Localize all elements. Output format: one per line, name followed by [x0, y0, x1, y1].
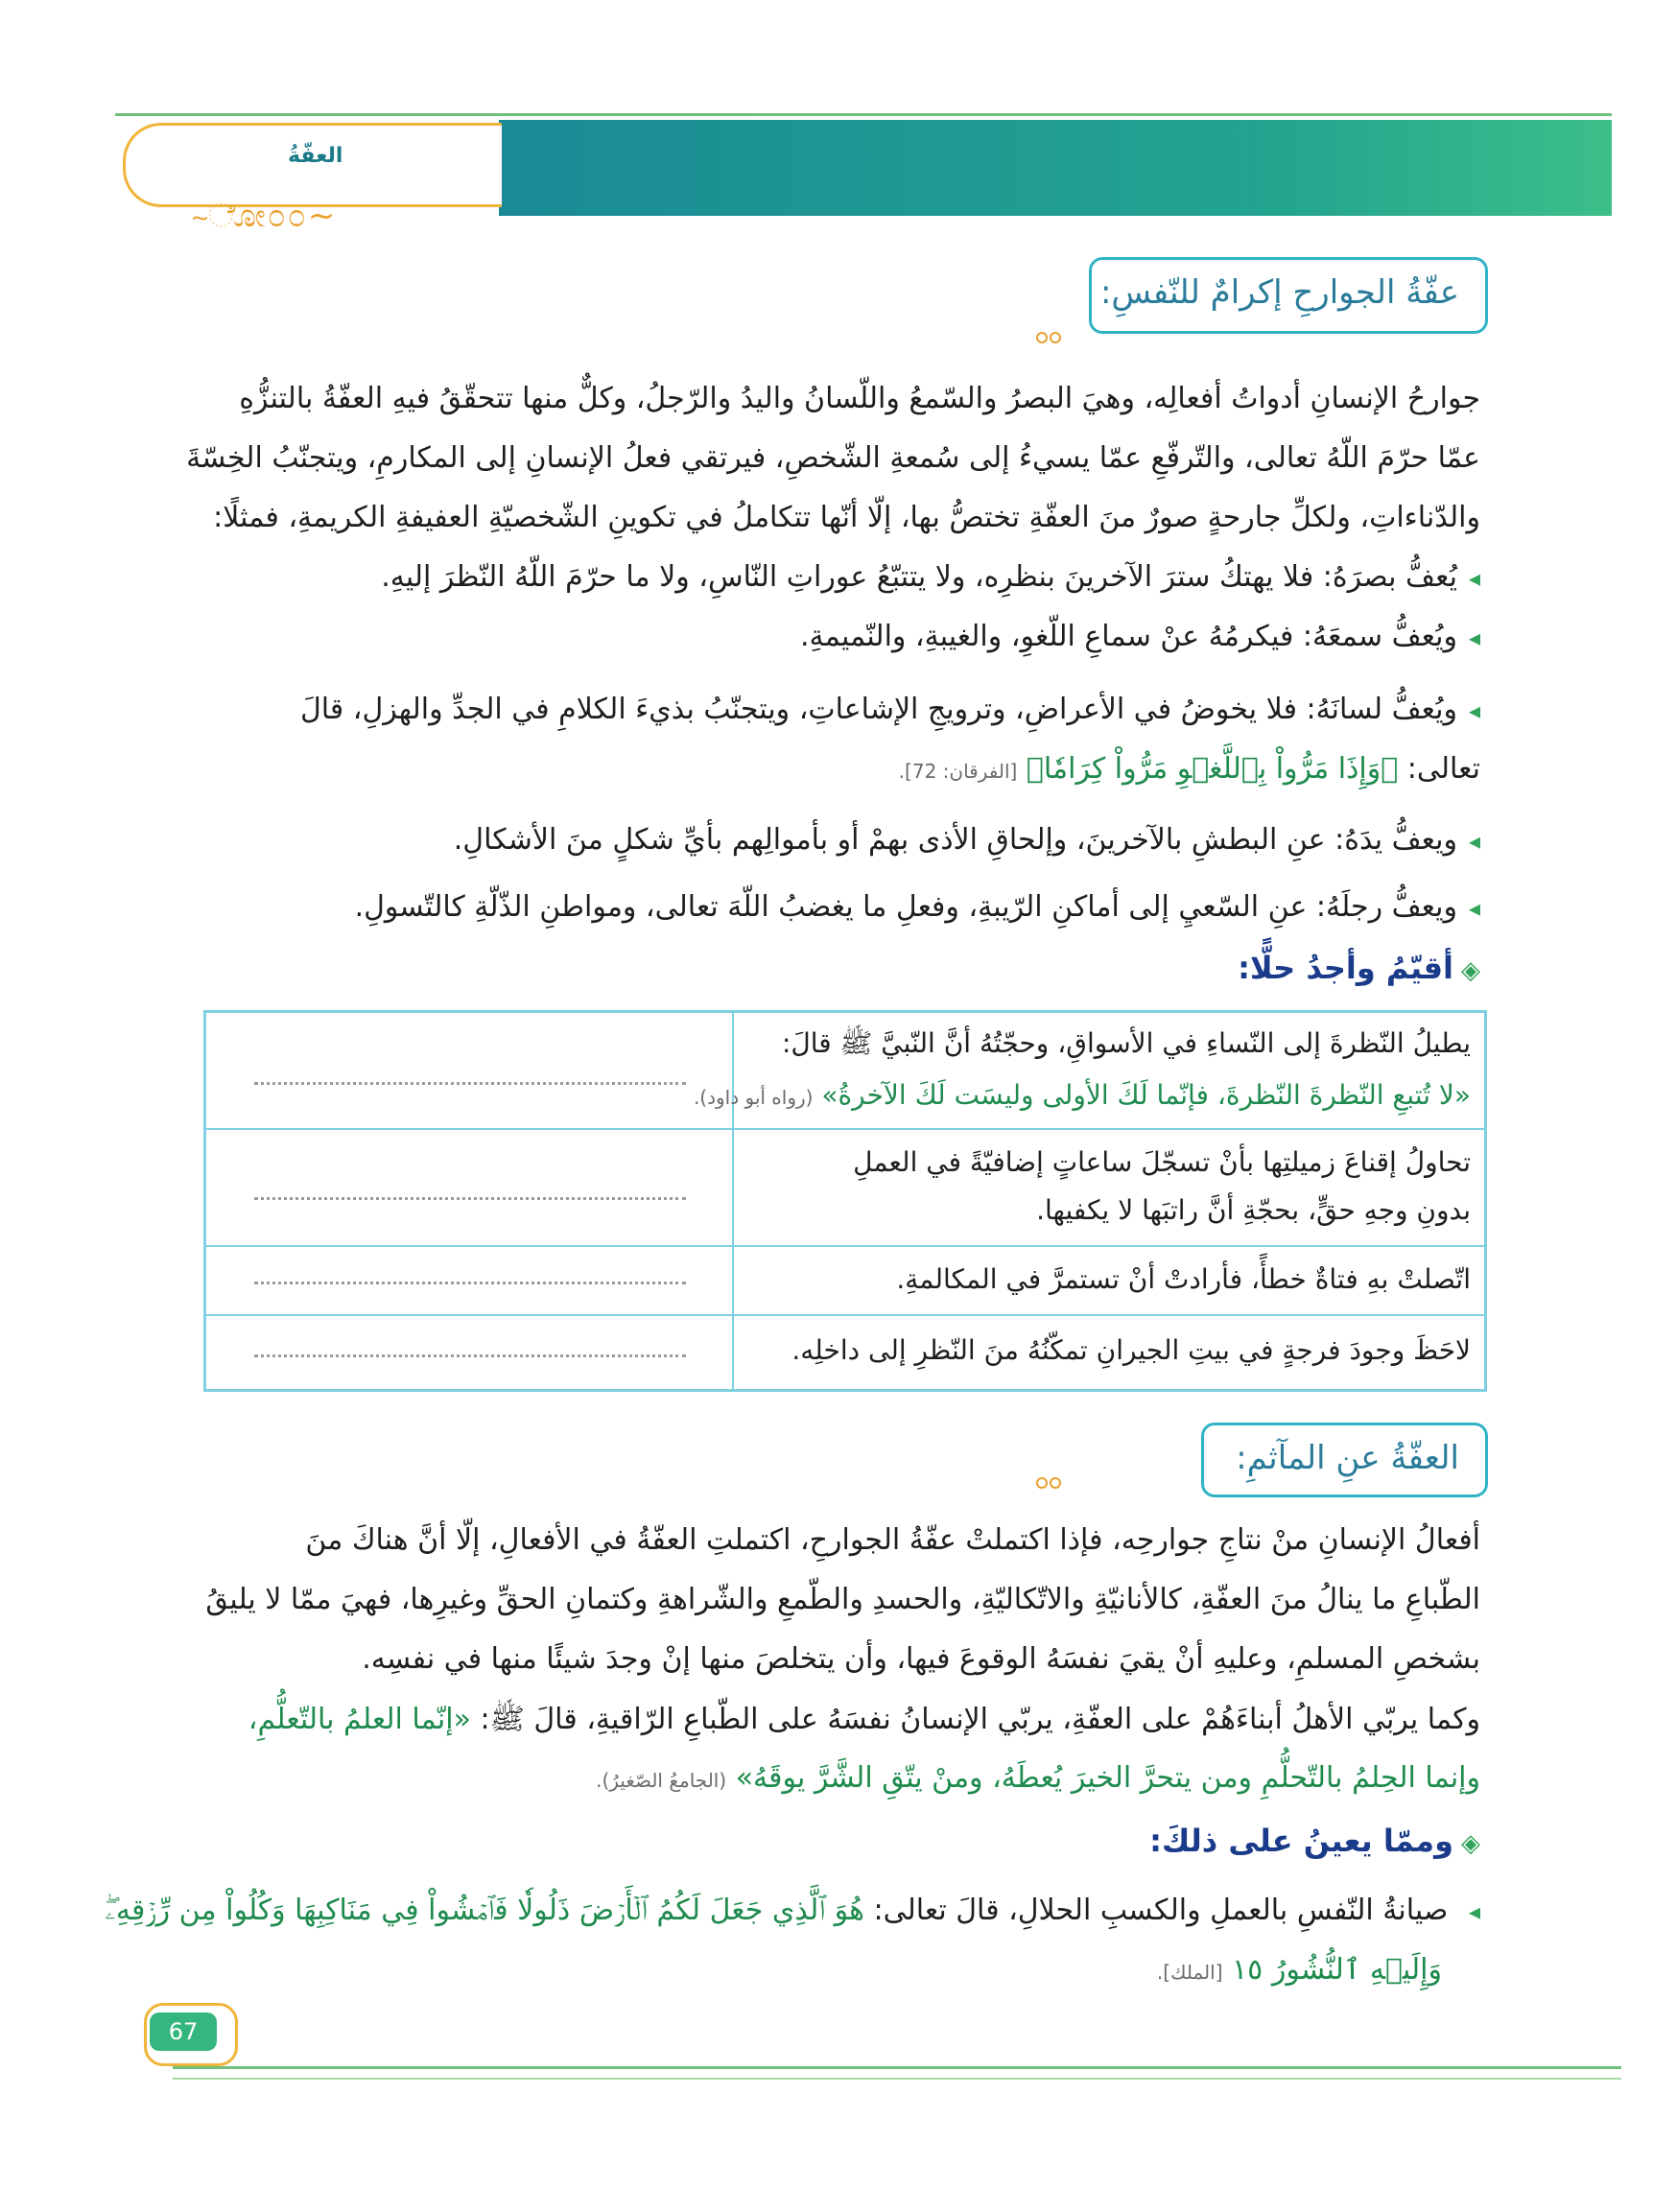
title-dot — [1036, 332, 1048, 343]
section1-intro-line: والدّناءاتِ، ولكلِّ جارحةٍ صورٌ منَ العفّةِ تختصُّ بها، إلّا أنّها تتكاملُ في تكوينِ الشّخصيّةِ العفيفةِ الكريمةِ، فمثلًا: — [213, 501, 1480, 534]
answer-line[interactable] — [254, 1354, 686, 1357]
bullet-text: يُعفُّ بصرَهُ: فلا يهتكُ سترَ الآخرينَ بنظرِه، ولا يتتبّعُ عوراتِ النّاسِ، ولا ما حرّمَ اللّهُ النّظرَ إليهِ. — [381, 560, 1457, 594]
table-cell-text: يطيلُ النّظرةَ إلى النّساءِ في الأسواقِ، وحجّتُهُ أنَّ النّبيَّ ﷺ قالَ: — [781, 1027, 1471, 1059]
bullet-arrow-icon: ◂ — [1468, 697, 1480, 724]
support-heading — [1149, 1823, 1480, 1859]
footer-rule — [173, 2066, 1621, 2069]
table-cell-text: اتّصلتْ بهِ فتاةٌ خطأً، فأرادتْ أنْ تستمرَّ في المكالمةِ. — [896, 1263, 1471, 1295]
section2-title: العفّةُ عنِ المآثمِ: — [1236, 1439, 1459, 1477]
bullet-text: ويعفُّ يدَهُ: عنِ البطشِ بالآخرينَ، وإلحاقِ الأذى بهمْ أو بأموالِهم بأيِّ شكلٍ منَ الأشكالِ. — [453, 823, 1457, 857]
answer-line[interactable] — [254, 1082, 686, 1085]
answer-line[interactable] — [254, 1197, 686, 1200]
hadith-text: «إنّما العلمُ بالتّعلُّمِ، — [248, 1703, 471, 1736]
section1-title: عفّةُ الجوارحِ إكرامٌ للنّفسِ: — [1099, 273, 1459, 312]
activity-table — [203, 1010, 1487, 1392]
footer-rule — [173, 2078, 1621, 2080]
table-row — [206, 1130, 1484, 1247]
page-number: 67 — [150, 2012, 217, 2051]
bullet-arrow-icon: ◂ — [1468, 895, 1480, 922]
diamond-icon: ◈ — [1461, 1829, 1480, 1858]
section1-intro-line: جوارحُ الإنسانِ أدواتُ أفعالِه، وهيَ البصرُ والسّمعُ واللّسانُ واليدُ والرّجلُ، وكلٌّ منها تتحقّقُ فيهِ العفّةُ بالتنزُّهِ — [239, 382, 1480, 415]
table-cell-text: بدونِ وجهِ حقٍّ، بحجّةِ أنَّ راتبَها لا يكفيها. — [1036, 1194, 1471, 1226]
header-ornament: ~ೋ೦೦~ — [192, 197, 338, 235]
bullet-item — [800, 620, 1480, 653]
bullet-text: ويعفُّ رجلَهُ: عنِ السّعيِ إلى أماكنِ الرّيبةِ، وفعلِ ما يغضبُ اللّهَ تعالى، ومواطنِ الذّلّةِ كالتّسولِ. — [354, 890, 1457, 924]
section2-line: بشخصِ المسلمِ، وعليهِ أنْ يقيَ نفسَهُ الوقوعَ فيها، وأن يتخلصَ منها إنْ وجدَ شيئًا منها في نفسِه. — [362, 1642, 1480, 1676]
bullet-arrow-icon: ◂ — [1468, 1898, 1480, 1925]
bullet-item — [381, 560, 1480, 594]
quran-verse: وَإِلَيۡهِ ٱلنُّشُورُ ١٥ — [1232, 1953, 1442, 1987]
section2-line — [596, 1761, 1480, 1795]
hadith-text: وإنما الحِلمُ بالتّحلُّمِ ومن يتحرَّ الخيرَ يُعطَهُ، ومنْ يتّقِ الشَّرَّ يوقَهُ» — [735, 1761, 1480, 1795]
verse-line — [899, 752, 1480, 786]
support-heading-text: وممّا يعينُ على ذلكَ: — [1149, 1823, 1453, 1859]
bullet-arrow-icon: ◂ — [1468, 828, 1480, 855]
bullet-arrow-icon: ◂ — [1468, 624, 1480, 651]
diamond-icon: ◈ — [1461, 956, 1480, 985]
quran-verse: ﴿وَإِذَا مَرُّواْ بِٱللَّغۡوِ مَرُّواْ كِرَامٗا﴾ — [1026, 752, 1399, 786]
table-cell-hadith — [694, 1072, 1471, 1120]
header-band — [499, 120, 1612, 216]
bullet-item — [454, 823, 1480, 857]
activity-heading-text: أقيّمُ وأجدُ حلًّا: — [1238, 950, 1453, 986]
section2-line — [248, 1702, 1480, 1743]
hadith-text: «لا تُتبعِ النّظرةَ النّظرةَ، فإنّما لَكَ الأولى وليسَت لَكَ الآخرةُ» — [821, 1079, 1471, 1111]
section2-line: أفعالُ الإنسانِ منْ نتاجِ جوارحِه، فإذا اكتملتْ عفّةُ الجوارحِ، اكتملتِ العفّةُ في الأفعالِ، إلّا أنَّ هناكَ منَ — [305, 1523, 1480, 1557]
table-cell-text: تحاولُ إقناعَ زميلتِها بأنْ تسجّلَ ساعاتٍ إضافيّةً في العملِ — [853, 1146, 1471, 1178]
section2-line: الطّباعِ ما ينالُ منَ العفّةِ، كالأنانيّةِ والاتّكاليّةِ، والحسدِ والطّمعِ والشّراهةِ وكتمانِ الحقِّ وغيرِها، فهيَ ممّا لا يليقُ — [205, 1583, 1480, 1616]
verse-reference: [الملك]. — [1156, 1961, 1223, 1984]
header-title: العفّةُ — [288, 144, 343, 168]
bullet-text: صيانةُ النّفسِ بالعملِ والكسبِ الحلالِ، قالَ تعالى: — [873, 1894, 1449, 1927]
bullet-item — [106, 1894, 1480, 1927]
bullet-item — [355, 890, 1480, 924]
bullet-arrow-icon: ◂ — [1468, 565, 1480, 592]
verse-line — [1157, 1953, 1442, 1987]
title-dot — [1050, 332, 1061, 343]
table-row — [206, 1013, 1484, 1130]
bullet-item — [300, 693, 1480, 726]
bullet-text: ويُعفُّ لسانَهُ: فلا يخوضُ في الأعراضِ، وترويجِ الإشاعاتِ، ويتجنّبُ بذيءَ الكلامِ في الجدِّ والهزلِ، قالَ — [299, 693, 1457, 726]
section1-intro-line: عمّا حرّمَ اللّهُ تعالى، والتّرفّعِ عمّا يسيءُ إلى سُمعةِ الشّخصِ، فيرتقي فعلُ الإنسانِ إلى المكارمِ، ويتجنّبُ الخِسّةَ — [186, 441, 1480, 475]
table-row — [206, 1316, 1484, 1389]
verse-reference: [الفرقان: 72]. — [898, 760, 1018, 783]
answer-line[interactable] — [254, 1282, 686, 1284]
hadith-reference: (الجامعُ الصّغيرُ). — [596, 1769, 727, 1792]
table-row — [206, 1247, 1484, 1316]
table-cell-text: لاحَظَ وجودَ فرجةٍ في بيتِ الجيرانِ تمكّنُهُ منَ النّظرِ إلى داخلِه. — [791, 1334, 1471, 1366]
activity-heading — [1238, 950, 1480, 986]
top-rule — [115, 113, 1612, 116]
hadith-reference: (رواه أبو داود). — [693, 1086, 814, 1109]
title-dot — [1050, 1477, 1061, 1489]
bullet-text: ويُعفُّ سمعَهُ: فيكرمُهُ عنْ سماعِ اللّغوِ، والغيبةِ، والنّميمةِ. — [800, 620, 1457, 653]
quran-verse: هُوَ ٱلَّذِي جَعَلَ لَكُمُ ٱلۡأَرۡضَ ذَلُولٗا فَٱمۡشُواْ فِي مَنَاكِبِهَا وَكُلُواْ مِن رِّزۡقِهِۦۖ — [105, 1894, 864, 1927]
verse-prefix: تعالى: — [1406, 752, 1480, 786]
title-dot — [1036, 1477, 1048, 1489]
section2-text: وكما يربّي الأهلُ أبناءَهُمْ على العفّةِ، يربّي الإنسانُ نفسَهُ على الطّباعِ الرّاقيةِ، قالَ ﷺ: — [480, 1703, 1480, 1736]
